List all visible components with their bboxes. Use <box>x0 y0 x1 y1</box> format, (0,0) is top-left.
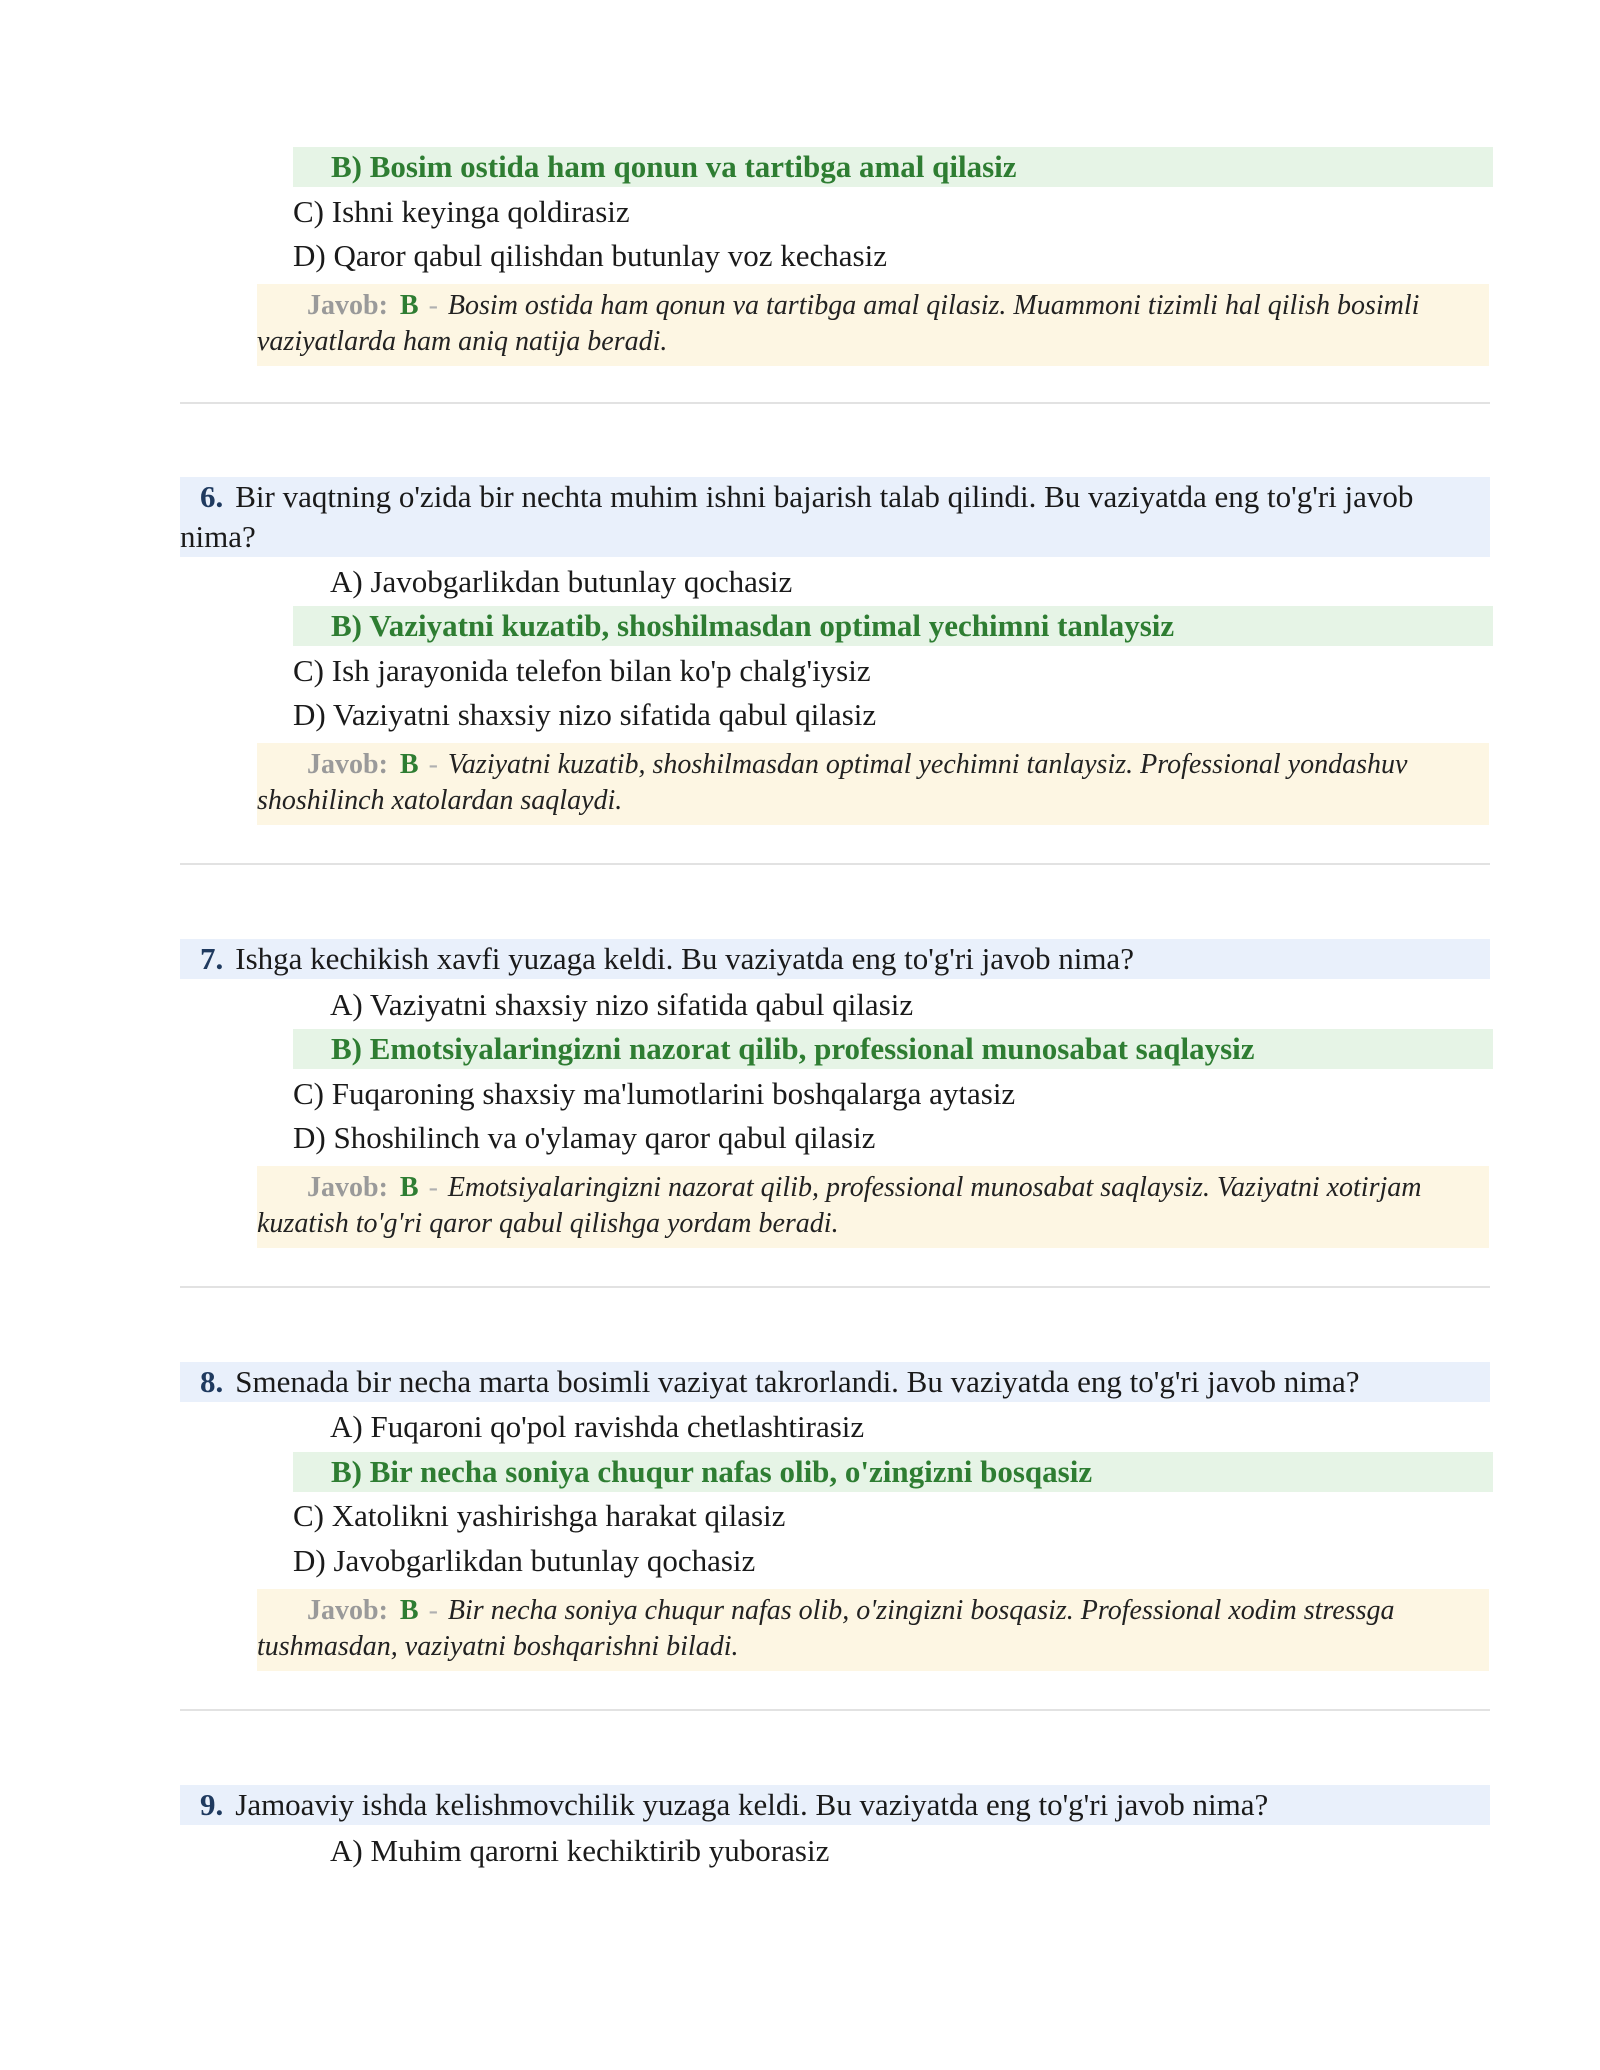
q7-option-b-correct: B) Emotsiyalaringizni nazorat qilib, professional munosabat saqlaysiz <box>293 1029 1493 1069</box>
answer-label: Javob: <box>307 290 388 321</box>
answer-dash: - <box>428 290 438 321</box>
question-number: 7. <box>200 941 224 976</box>
divider <box>180 402 1490 404</box>
q7-option-c: C) Fuqaroning shaxsiy ma'lumotlarini boshqalarga aytasiz <box>293 1076 1016 1111</box>
q6-option-c: C) Ish jarayonida telefon bilan ko'p chalg'iysiz <box>293 653 871 688</box>
q6-option-b-correct: B) Vaziyatni kuzatib, shoshilmasdan optimal yechimni tanlaysiz <box>293 606 1493 646</box>
answer-label: Javob: <box>307 1172 388 1203</box>
q7-option-d: D) Shoshilinch va o'ylamay qaror qabul qilasiz <box>293 1120 876 1155</box>
q6-option-d: D) Vaziyatni shaxsiy nizo sifatida qabul qilasiz <box>293 697 877 732</box>
q7-answer-box <box>257 1166 1489 1248</box>
question-text: Ishga kechikish xavfi yuzaga keldi. Bu vaziyatda eng to'g'ri javob nima? <box>235 941 1134 976</box>
divider <box>180 1286 1490 1288</box>
q5-option-d: D) Qaror qabul qilishdan butunlay voz kechasiz <box>293 238 887 273</box>
answer-letter: B <box>399 749 419 780</box>
q8-option-c: C) Xatolikni yashirishga harakat qilasiz <box>293 1498 786 1533</box>
question-number: 9. <box>200 1787 224 1822</box>
q6-option-a: A) Javobgarlikdan butunlay qochasiz <box>330 564 793 599</box>
answer-explanation: Bosim ostida ham qonun va tartibga amal qilasiz. Muammoni tizimli hal qilish bosimli vaziyatlarda ham aniq natija beradi. <box>257 290 1420 357</box>
answer-dash: - <box>428 1595 438 1626</box>
answer-explanation: Emotsiyalaringizni nazorat qilib, professional munosabat saqlaysiz. Vaziyatni xotirjam kuzatish to'g'ri qaror qabul qilishga yordam beradi. <box>257 1172 1422 1239</box>
q8-answer-box <box>257 1589 1489 1671</box>
q9-question <box>180 1785 1490 1825</box>
q8-option-b-correct: B) Bir necha soniya chuqur nafas olib, o'zingizni bosqasiz <box>293 1452 1493 1492</box>
divider <box>180 1709 1490 1711</box>
q7-question <box>180 939 1490 979</box>
q5-option-b-correct: B) Bosim ostida ham qonun va tartibga amal qilasiz <box>293 147 1493 187</box>
divider <box>180 863 1490 865</box>
q5-answer-box <box>257 284 1489 366</box>
question-text: Bir vaqtning o'zida bir nechta muhim ishni bajarish talab qilindi. Bu vaziyatda eng to'g'ri javob nima? <box>180 479 1414 554</box>
answer-dash: - <box>428 1172 438 1203</box>
answer-label: Javob: <box>307 749 388 780</box>
question-text: Jamoaviy ishda kelishmovchilik yuzaga keldi. Bu vaziyatda eng to'g'ri javob nima? <box>235 1787 1269 1822</box>
q8-question <box>180 1362 1490 1402</box>
q6-question <box>180 477 1490 557</box>
answer-dash: - <box>428 749 438 780</box>
q8-option-a: A) Fuqaroni qo'pol ravishda chetlashtirasiz <box>330 1409 865 1444</box>
answer-letter: B <box>399 290 419 321</box>
q9-option-a: A) Muhim qarorni kechiktirib yuborasiz <box>330 1833 830 1868</box>
answer-explanation: Vaziyatni kuzatib, shoshilmasdan optimal yechimni tanlaysiz. Professional yondashuv shoshilinch xatolardan saqlaydi. <box>257 749 1408 816</box>
q6-answer-box <box>257 743 1489 825</box>
answer-letter: B <box>399 1172 419 1203</box>
question-number: 6. <box>200 479 224 514</box>
answer-letter: B <box>399 1595 419 1626</box>
question-text: Smenada bir necha marta bosimli vaziyat takrorlandi. Bu vaziyatda eng to'g'ri javob nima? <box>235 1364 1360 1399</box>
q7-option-a: A) Vaziyatni shaxsiy nizo sifatida qabul qilasiz <box>330 987 914 1022</box>
q8-option-d: D) Javobgarlikdan butunlay qochasiz <box>293 1543 756 1578</box>
question-number: 8. <box>200 1364 224 1399</box>
answer-label: Javob: <box>307 1595 388 1626</box>
q5-option-c: C) Ishni keyinga qoldirasiz <box>293 194 630 229</box>
answer-explanation: Bir necha soniya chuqur nafas olib, o'zingizni bosqasiz. Professional xodim stressga tushmasdan, vaziyatni boshqarishni biladi. <box>257 1595 1395 1662</box>
